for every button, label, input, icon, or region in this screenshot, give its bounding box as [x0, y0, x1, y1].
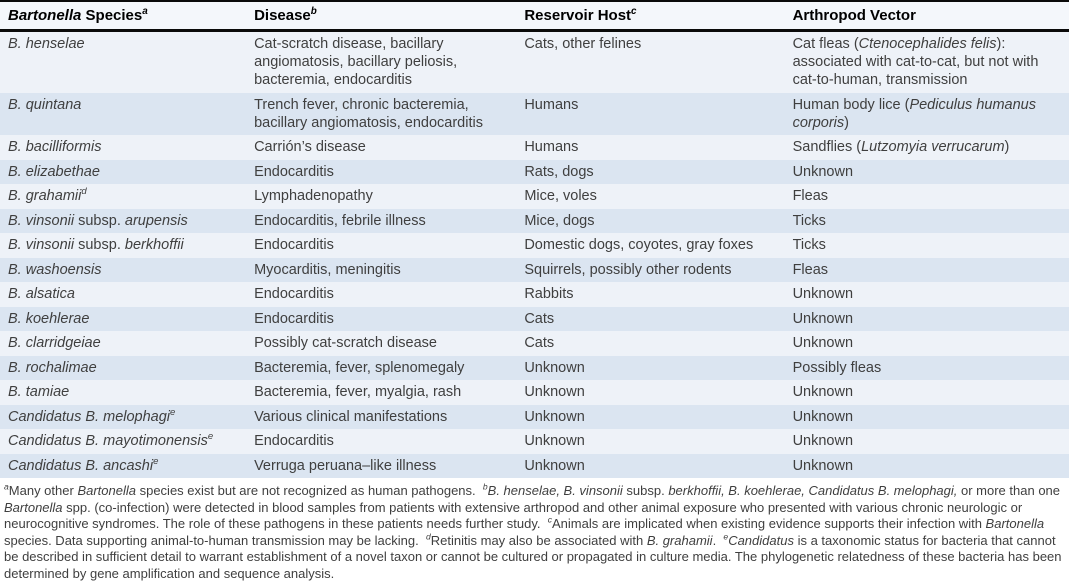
disease-cell: [246, 405, 516, 430]
table-row: [0, 184, 1069, 209]
disease-cell: [246, 258, 516, 283]
vector-cell: [785, 93, 1069, 136]
vector-cell: [785, 31, 1069, 93]
species-cell: [0, 233, 246, 258]
table-row: [0, 331, 1069, 356]
reservoir-cell: [516, 282, 784, 307]
reservoir-cell: [516, 184, 784, 209]
vector-text: Ticks: [792, 212, 826, 229]
species-text: B. quintana: [8, 96, 82, 113]
species-text: B. clarridgeiae: [8, 335, 101, 351]
species-text: B. koehlerae: [8, 310, 90, 327]
footnote-text: species exist but are not recognized as human pathogens.: [135, 483, 483, 498]
species-text: B. vinsonii: [8, 237, 75, 253]
species-text: Candidatus B. ancashi: [8, 457, 154, 474]
disease-cell: [246, 160, 516, 185]
table-row: [0, 233, 1069, 258]
header-row: [0, 1, 1069, 31]
reservoir-cell: [516, 307, 784, 332]
vector-text: Unknown: [792, 163, 854, 180]
footnote-text: species. Data supporting animal-to-human transmission may be lacking.: [4, 532, 426, 548]
column-header-label: Bartonella: [8, 7, 82, 24]
reservoir-text: Cats: [524, 335, 555, 351]
species-text: e: [207, 431, 214, 443]
vector-cell: [785, 356, 1069, 381]
reservoir-text: Unknown: [524, 384, 585, 400]
species-cell: [0, 429, 246, 454]
vector-text: Possibly fleas: [792, 359, 882, 376]
column-header-label: a: [142, 6, 148, 17]
disease-text: Possibly cat-scratch disease: [254, 335, 437, 351]
footnote-text: Many other: [8, 483, 78, 498]
column-header-label: b: [310, 6, 317, 17]
disease-cell: [246, 307, 516, 332]
vector-cell: [785, 405, 1069, 430]
disease-cell: [246, 454, 516, 479]
disease-cell: [246, 233, 516, 258]
species-cell: [0, 282, 246, 307]
vector-cell: [785, 160, 1069, 185]
column-header-species: [0, 1, 246, 31]
disease-text: Myocarditis, meningitis: [254, 261, 401, 278]
species-cell: [0, 307, 246, 332]
column-header-label: c: [631, 6, 637, 17]
footnote-text: .: [712, 532, 724, 548]
table-footnotes: [0, 483, 1069, 582]
table-row: [0, 160, 1069, 185]
vector-text: Sandflies (: [792, 139, 862, 155]
species-text: B. alsatica: [8, 286, 75, 302]
footnote-text: spp. (co-infection) were detected in blood samples from patients with extensive arthropod and other animal exposure who presented with various chronic neurologic or neurocognitive syndromes. The role of these pathogens in these patients needs further study.: [4, 499, 1023, 531]
disease-text: Bacteremia, fever, myalgia, rash: [254, 384, 462, 400]
footnote-text: a: [4, 481, 9, 492]
disease-text: Endocarditis, febrile illness: [254, 212, 426, 229]
species-text: B. bacilliformis: [8, 139, 102, 155]
species-text: B. grahamii: [8, 188, 82, 204]
reservoir-cell: [516, 356, 784, 381]
table-row: [0, 454, 1069, 479]
species-text: e: [153, 455, 159, 467]
vector-cell: [785, 429, 1069, 454]
footnote-text: Candidatus: [728, 532, 794, 548]
column-header-label: Arthropod Vector: [792, 7, 916, 24]
species-text: berkhoffii: [124, 237, 184, 253]
table-row: [0, 429, 1069, 454]
species-cell: [0, 380, 246, 405]
reservoir-text: Cats: [524, 310, 555, 327]
vector-text: ): [1004, 139, 1010, 155]
reservoir-text: Rats, dogs: [524, 163, 594, 180]
species-cell: [0, 160, 246, 185]
species-text: e: [170, 406, 176, 418]
disease-text: Endocarditis: [254, 237, 334, 253]
reservoir-text: Unknown: [524, 457, 585, 474]
table-row: [0, 209, 1069, 234]
species-text: B. rochalimae: [8, 359, 97, 376]
vector-cell: [785, 258, 1069, 283]
reservoir-cell: [516, 331, 784, 356]
column-header-disease: [246, 1, 516, 31]
footnote-text: e: [723, 531, 729, 542]
species-text: B. washoensis: [8, 261, 102, 278]
table-row: [0, 93, 1069, 136]
footnote-text: Retinitis may also be associated with: [430, 532, 647, 548]
reservoir-cell: [516, 258, 784, 283]
vector-text: Unknown: [792, 384, 854, 400]
reservoir-cell: [516, 135, 784, 160]
species-text: B. elizabethae: [8, 163, 100, 180]
species-cell: [0, 209, 246, 234]
disease-text: Carrión’s disease: [254, 139, 366, 155]
column-header-reservoir: [516, 1, 784, 31]
vector-cell: [785, 380, 1069, 405]
disease-cell: [246, 429, 516, 454]
species-cell: [0, 31, 246, 93]
column-header-vector: [785, 1, 1069, 31]
table-row: [0, 135, 1069, 160]
vector-cell: [785, 331, 1069, 356]
vector-cell: [785, 233, 1069, 258]
vector-text: Unknown: [792, 335, 854, 351]
species-cell: [0, 258, 246, 283]
disease-text: Verruga peruana–like illness: [254, 457, 437, 474]
footnote-text: Bartonella: [4, 499, 63, 515]
vector-text: Pediculus humanus corporis: [792, 96, 1036, 131]
vector-text: Unknown: [792, 310, 854, 327]
vector-cell: [785, 454, 1069, 479]
vector-text: Fleas: [792, 261, 829, 278]
reservoir-text: Domestic dogs, coyotes, gray foxes: [524, 237, 754, 253]
disease-cell: [246, 380, 516, 405]
disease-cell: [246, 331, 516, 356]
vector-cell: [785, 135, 1069, 160]
reservoir-text: Unknown: [524, 433, 585, 449]
vector-cell: [785, 209, 1069, 234]
species-text: d: [81, 186, 87, 198]
reservoir-cell: [516, 31, 784, 93]
vector-text: Unknown: [792, 408, 854, 425]
disease-text: Cat-scratch disease, bacillary angiomatosis, bacillary peliosis, bacteremia, endocarditis: [254, 36, 458, 88]
footnote-text: or more than one: [957, 483, 1061, 498]
reservoir-cell: [516, 160, 784, 185]
disease-cell: [246, 31, 516, 93]
table-row: [0, 380, 1069, 405]
species-text: B. henselae: [8, 36, 85, 52]
species-cell: [0, 93, 246, 136]
table-header: [0, 1, 1069, 31]
disease-cell: [246, 282, 516, 307]
species-cell: [0, 331, 246, 356]
species-cell: [0, 356, 246, 381]
reservoir-cell: [516, 233, 784, 258]
reservoir-text: Unknown: [524, 359, 585, 376]
disease-text: Trench fever, chronic bacteremia, bacillary angiomatosis, endocarditis: [254, 96, 483, 131]
species-text: B. vinsonii: [8, 212, 75, 229]
table-row: [0, 405, 1069, 430]
footnote-text: is a taxonomic status for bacteria that cannot be described in sufficient detail to warrant establishment of a novel taxon or cannot be cultured or propagated in culture media. The phylogenetic relatedness of these bacteria has been determined by gene amplification and sequence analysis.: [4, 532, 1062, 581]
reservoir-text: Mice, voles: [524, 188, 597, 204]
disease-text: Endocarditis: [254, 286, 334, 302]
reservoir-cell: [516, 209, 784, 234]
disease-cell: [246, 356, 516, 381]
vector-cell: [785, 307, 1069, 332]
species-cell: [0, 454, 246, 479]
vector-text: Fleas: [792, 188, 829, 204]
vector-text: Human body lice (: [792, 96, 910, 113]
reservoir-text: Cats, other felines: [524, 36, 642, 52]
reservoir-text: Mice, dogs: [524, 212, 595, 229]
footnote-text: Bartonella: [77, 483, 136, 498]
species-text: arupensis: [124, 212, 188, 229]
species-cell: [0, 135, 246, 160]
footnote-text: B. henselae, B. vinsonii: [487, 483, 623, 498]
reservoir-cell: [516, 380, 784, 405]
vector-text: Lutzomyia verrucarum: [861, 139, 1005, 155]
reservoir-text: Unknown: [524, 408, 585, 425]
vector-text: Cat fleas (: [792, 36, 859, 52]
table-row: [0, 258, 1069, 283]
disease-cell: [246, 209, 516, 234]
vector-text: Unknown: [792, 457, 854, 474]
column-header-label: Disease: [254, 7, 311, 24]
reservoir-cell: [516, 405, 784, 430]
footnote-text: B. grahamii: [646, 532, 713, 548]
disease-cell: [246, 184, 516, 209]
reservoir-cell: [516, 429, 784, 454]
vector-text: ): [844, 114, 849, 131]
vector-text: Ticks: [792, 237, 826, 253]
vector-text: Ctenocephalides felis: [858, 36, 997, 52]
disease-cell: [246, 135, 516, 160]
reservoir-text: Humans: [524, 96, 579, 113]
species-cell: [0, 405, 246, 430]
disease-text: Endocarditis: [254, 433, 334, 449]
footnote-text: subsp.: [622, 483, 669, 498]
reservoir-text: Humans: [524, 139, 579, 155]
disease-text: Lymphadenopathy: [254, 188, 373, 204]
disease-text: Endocarditis: [254, 163, 334, 180]
vector-text: ): associated with cat-to-cat, but not with cat-to-human, transmission: [792, 36, 1039, 88]
footnote-text: Bartonella: [985, 516, 1045, 531]
vector-cell: [785, 184, 1069, 209]
vector-text: Unknown: [792, 286, 854, 302]
disease-text: Endocarditis: [254, 310, 334, 327]
disease-text: Bacteremia, fever, splenomegaly: [254, 359, 465, 376]
species-text: Candidatus B. mayotimonensis: [8, 433, 208, 449]
reservoir-cell: [516, 93, 784, 136]
table-row: [0, 356, 1069, 381]
reservoir-text: Squirrels, possibly other rodents: [524, 261, 732, 278]
footnote-text: c: [547, 514, 552, 525]
disease-cell: [246, 93, 516, 136]
footnote-text: berkhoffii, B. koehlerae, Candidatus B. melophagi,: [668, 483, 958, 498]
footnote-text: Animals are implicated when existing evidence supports their infection with: [551, 516, 986, 531]
species-cell: [0, 184, 246, 209]
footnote-text: d: [425, 531, 431, 542]
species-text: subsp.: [74, 237, 125, 253]
reservoir-text: Rabbits: [524, 286, 574, 302]
column-header-label: Species: [81, 7, 143, 24]
vector-cell: [785, 282, 1069, 307]
table-row: [0, 282, 1069, 307]
column-header-label: Reservoir Host: [524, 7, 632, 24]
footnote-text: b: [482, 481, 488, 492]
reservoir-cell: [516, 454, 784, 479]
disease-text: Various clinical manifestations: [254, 408, 448, 425]
species-text: subsp.: [74, 212, 125, 229]
table-row: [0, 31, 1069, 93]
vector-text: Unknown: [792, 433, 854, 449]
species-text: Candidatus B. melophagi: [8, 408, 171, 425]
species-text: B. tamiae: [8, 384, 70, 400]
table-body: [0, 31, 1069, 479]
table-row: [0, 307, 1069, 332]
